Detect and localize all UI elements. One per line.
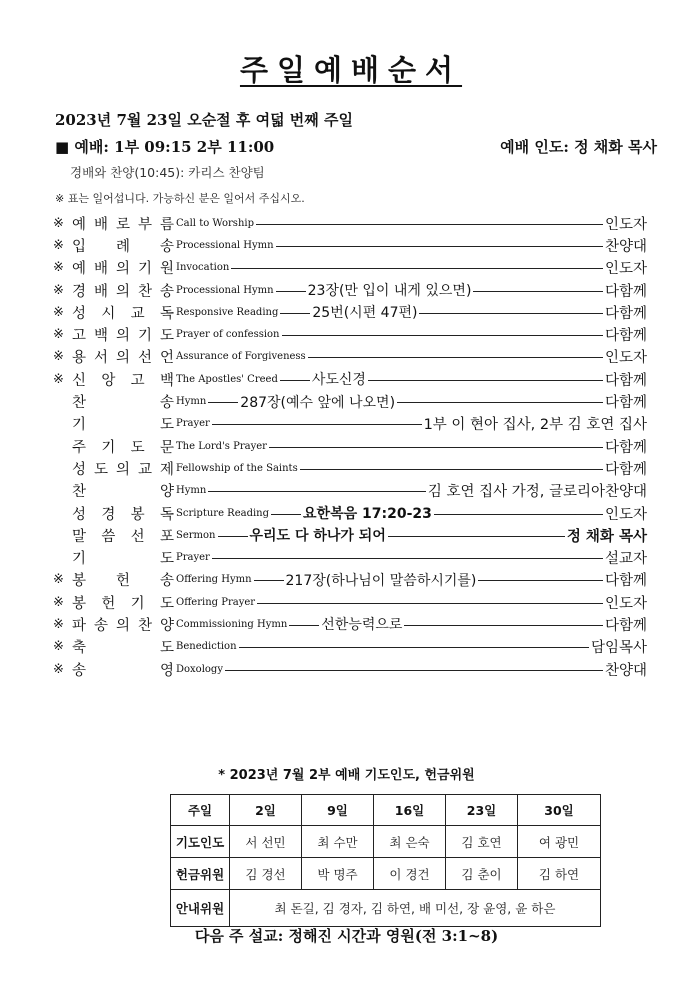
roster-cell: 이 경건	[374, 858, 446, 890]
order-item	[53, 613, 647, 635]
roster-cell: 최 수만	[302, 826, 374, 858]
order-item	[53, 435, 647, 457]
order-item-english: Doxology	[176, 663, 223, 675]
order-item-english: Responsive Reading	[176, 306, 279, 318]
leader-line	[269, 447, 603, 448]
roster-header-cell: 9일	[302, 795, 374, 826]
roster-ushers-cell: 최 돈길, 김 경자, 김 하연, 배 미선, 장 윤영, 윤 하은	[230, 890, 601, 927]
roster-header-cell: 30일	[518, 795, 601, 826]
order-item-leader: 담임목사	[590, 640, 647, 657]
order-item-english: Benediction	[176, 641, 237, 653]
roster-header-cell: 23일	[446, 795, 518, 826]
roster-header-cell: 2일	[230, 795, 302, 826]
order-item	[53, 502, 647, 524]
roster-header-row	[171, 795, 601, 826]
order-item-leader: 다함께	[604, 395, 647, 412]
order-item-english: Hymn	[176, 396, 207, 408]
order-item	[53, 368, 647, 390]
order-item-english: Fellowship of the Saints	[176, 462, 298, 474]
leader-line	[300, 469, 603, 470]
order-item-content: 요한복음 17:20-23	[303, 506, 432, 522]
order-item-content: 선한능력으로	[321, 617, 403, 634]
stand-mark: ※	[53, 616, 64, 632]
order-item	[53, 457, 647, 479]
leader-line	[282, 335, 603, 336]
order-item-leader: 다함께	[604, 305, 647, 322]
order-item	[53, 346, 647, 368]
order-item-leader: 인도자	[604, 350, 647, 367]
order-item	[53, 480, 647, 502]
order-item	[53, 636, 647, 658]
order-item-name: 주 기 도 문	[72, 439, 174, 456]
stand-mark: ※	[53, 327, 64, 343]
roster-header-cell: 16일	[374, 795, 446, 826]
order-item-english: The Lord's Prayer	[176, 440, 267, 452]
order-item	[53, 234, 647, 256]
roster-cell: 서 선민	[230, 826, 302, 858]
order-item-leader: 찬양대	[604, 238, 647, 255]
order-item-english: Sermon	[176, 529, 216, 541]
roster-row-label: 기도인도	[171, 826, 230, 858]
order-item-english: Invocation	[176, 262, 230, 274]
leader-line	[434, 514, 603, 515]
order-item-english: Hymn	[176, 485, 207, 497]
roster-table	[170, 794, 601, 927]
leader-line	[388, 536, 565, 537]
order-item-name: 고 백 의 기 도	[72, 328, 174, 345]
leader-line	[208, 402, 238, 403]
leader-line	[218, 536, 248, 537]
stand-mark: ※	[53, 661, 64, 677]
order-item-name: 예 배 의 기 원	[72, 261, 174, 278]
stand-note: ※ 표는 일어섭니다. 가능하신 분은 일어서 주십시오.	[55, 192, 305, 205]
order-item-leader: 다함께	[604, 439, 647, 456]
order-item-name: 성 시 교 독	[72, 305, 174, 322]
order-item	[53, 569, 647, 591]
roster-cell: 최 은숙	[374, 826, 446, 858]
order-item-english: The Apostles' Creed	[176, 373, 278, 385]
order-item-leader: 인도자	[604, 595, 647, 612]
worship-times: ■ 예배: 1부 09:15 2부 11:00	[55, 138, 275, 156]
stand-mark: ※	[53, 282, 64, 298]
leader-line	[368, 380, 603, 381]
order-item-leader: 김 호연 집사 가정, 글로리아찬양대	[427, 484, 647, 501]
leader-line	[397, 402, 603, 403]
order-item-english: Processional Hymn	[176, 239, 274, 251]
roster-cell: 김 하연	[518, 858, 601, 890]
leader-line	[308, 357, 603, 358]
leader-line	[478, 580, 603, 581]
roster-prayer-row	[171, 826, 601, 858]
order-item-name: 봉 헌 송	[72, 573, 174, 590]
order-item	[53, 546, 647, 568]
order-item-name: 경 배 의 찬 송	[72, 283, 174, 300]
order-item	[53, 390, 647, 412]
leader-line	[280, 313, 310, 314]
order-item-content: 우리도 다 하나가 되어	[249, 528, 386, 545]
leader-line	[254, 580, 284, 581]
worship-leader: 예배 인도: 정 채화 목사	[500, 138, 657, 156]
order-item-leader: 1부 이 현아 집사, 2부 김 호연 집사	[423, 417, 647, 434]
order-item-leader: 다함께	[604, 372, 647, 389]
order-item-leader: 인도자	[604, 261, 647, 278]
order-item-leader: 인도자	[604, 216, 647, 233]
order-item-english: Prayer of confession	[176, 329, 280, 341]
leader-line	[404, 625, 603, 626]
order-item	[53, 658, 647, 680]
stand-mark: ※	[53, 572, 64, 588]
order-item	[53, 212, 647, 234]
stand-mark: ※	[53, 594, 64, 610]
leader-line	[256, 224, 603, 225]
stand-mark: ※	[53, 215, 64, 231]
roster-cell: 김 호연	[446, 826, 518, 858]
order-item-leader: 다함께	[604, 461, 647, 478]
page-title: 주일예배순서	[239, 53, 463, 87]
order-item-name: 찬 송	[72, 395, 174, 412]
leader-line	[212, 558, 603, 559]
order-item-name: 용 서 의 선 언	[72, 350, 174, 367]
order-item	[53, 301, 647, 323]
stand-mark: ※	[53, 371, 64, 387]
leader-line	[276, 246, 603, 247]
order-item	[53, 413, 647, 435]
order-item-name: 예 배 로 부 름	[72, 216, 174, 233]
leader-line	[225, 670, 603, 671]
stand-mark: ※	[53, 237, 64, 253]
roster-cell: 박 명주	[302, 858, 374, 890]
leader-line	[473, 291, 603, 292]
order-item-english: Assurance of Forgiveness	[176, 351, 306, 363]
order-item-leader: 다함께	[604, 328, 647, 345]
roster-cell: 김 경선	[230, 858, 302, 890]
order-item-name: 말 씀 선 포	[72, 528, 174, 545]
order-item-name: 성 경 봉 독	[72, 506, 174, 523]
order-item-name: 신 앙 고 백	[72, 372, 174, 389]
order-item-leader: 다함께	[604, 283, 647, 300]
stand-mark: ※	[53, 639, 64, 655]
order-item-english: Scripture Reading	[176, 507, 270, 519]
leader-line	[239, 647, 589, 648]
order-item	[53, 591, 647, 613]
order-item	[53, 323, 647, 345]
order-item-leader: 인도자	[604, 506, 647, 523]
order-item-name: 봉 헌 기 도	[72, 595, 174, 612]
order-item-name: 입 례 송	[72, 238, 174, 255]
leader-line	[276, 291, 306, 292]
order-item-name: 성 도 의 교 제	[72, 461, 174, 478]
order-item-content: 23장(만 입이 내게 있으면)	[307, 283, 472, 300]
order-item	[53, 524, 647, 546]
order-item-english: Processional Hymn	[176, 284, 274, 296]
order-item-name: 축 도	[72, 640, 174, 657]
order-item-leader: 다함께	[604, 573, 647, 590]
order-item-name: 기 도	[72, 417, 174, 434]
order-item-leader: 정 채화 목사	[566, 528, 647, 545]
leader-line	[419, 313, 602, 314]
order-item-english: Prayer	[176, 418, 210, 430]
order-item-name: 송 영	[72, 662, 174, 679]
leader-line	[231, 268, 603, 269]
order-item-leader: 다함께	[604, 617, 647, 634]
stand-mark: ※	[53, 260, 64, 276]
praise-info: 경배와 찬양(10:45): 카리스 찬양팀	[70, 165, 265, 180]
roster-row-label: 헌금위원	[171, 858, 230, 890]
roster-row-label: 안내위원	[171, 890, 230, 927]
stand-mark: ※	[53, 304, 64, 320]
order-item-english: Offering Prayer	[176, 596, 256, 608]
order-item-content: 287장(예수 앞에 나오면)	[240, 394, 396, 411]
order-item-english: Call to Worship	[176, 217, 254, 229]
order-item-leader: 설교자	[604, 551, 647, 568]
roster-header-cell: 주일	[171, 795, 230, 826]
order-item-name: 파 송 의 찬 양	[72, 617, 174, 634]
leader-line	[271, 514, 301, 515]
order-of-worship	[53, 212, 647, 680]
leader-line	[212, 424, 422, 425]
roster-title: * 2023년 7월 2부 예배 기도인도, 헌금위원	[218, 768, 475, 783]
leader-line	[208, 491, 426, 492]
roster-usher-row	[171, 890, 601, 927]
order-item	[53, 257, 647, 279]
leader-line	[257, 603, 603, 604]
order-item	[53, 279, 647, 301]
leader-line	[289, 625, 319, 626]
order-item-content: 25번(시편 47편)	[312, 305, 418, 322]
stand-mark: ※	[53, 349, 64, 365]
order-item-content: 217장(하나님이 말씀하시기를)	[285, 572, 477, 589]
date-line: 2023년 7월 23일 오순절 후 여덟 번째 주일	[55, 111, 353, 129]
order-item-english: Commissioning Hymn	[176, 618, 288, 630]
order-item-content: 사도신경	[311, 372, 366, 389]
order-item-leader: 찬양대	[604, 662, 647, 679]
leader-line	[280, 380, 310, 381]
order-item-name: 찬 양	[72, 484, 174, 501]
order-item-name: 기 도	[72, 551, 174, 568]
roster-cell: 김 춘이	[446, 858, 518, 890]
roster-offering-row	[171, 858, 601, 890]
order-item-english: Offering Hymn	[176, 574, 252, 586]
order-item-english: Prayer	[176, 552, 210, 564]
next-sermon: 다음 주 설교: 정해진 시간과 영원(전 3:1~8)	[194, 927, 499, 945]
roster-cell: 여 광민	[518, 826, 601, 858]
